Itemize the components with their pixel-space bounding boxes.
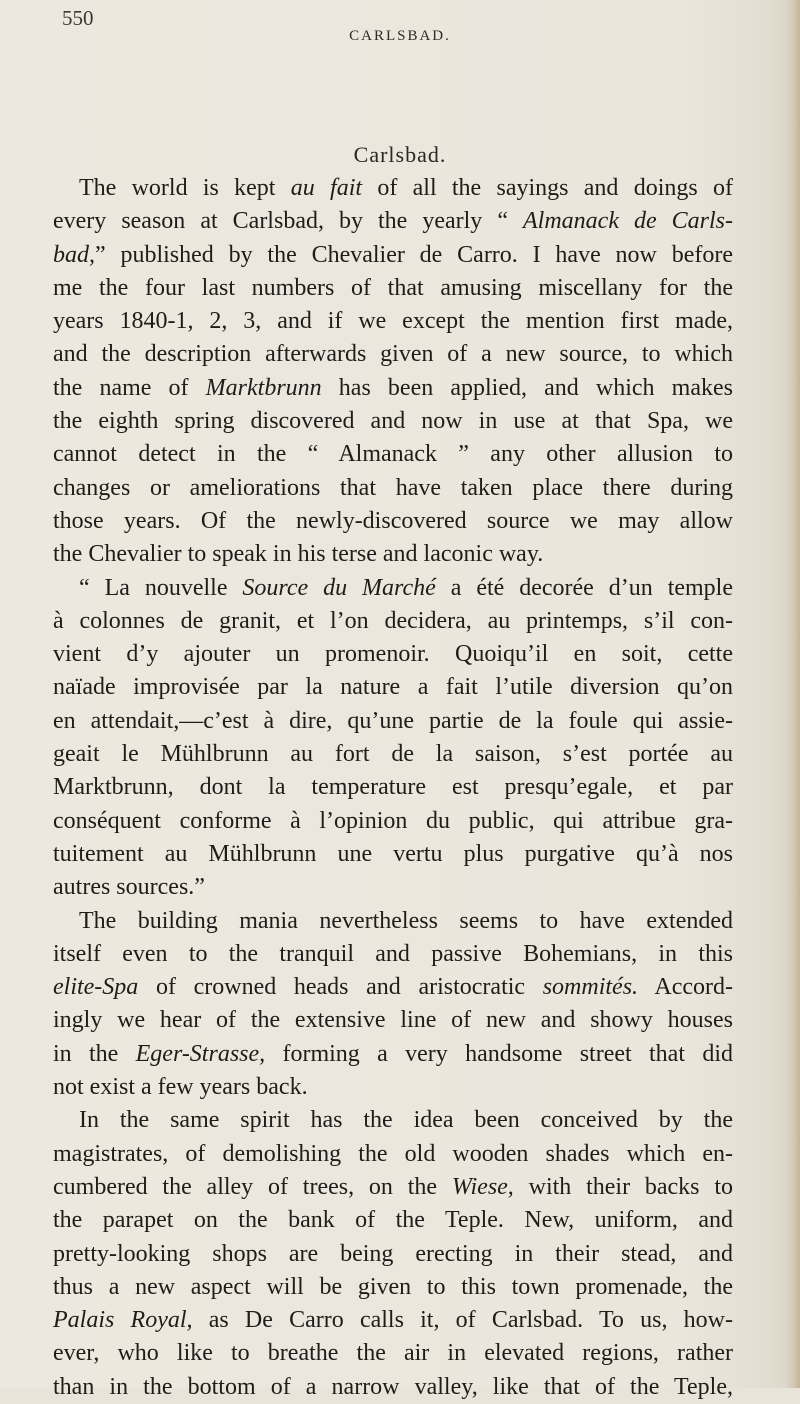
text-run: ” published by the Chevalier de Carro. I have now before xyxy=(95,241,733,268)
text-run: magistrates, of demolishing the old wooden shades which en- xyxy=(53,1140,733,1167)
italic-phrase: Palais Royal, xyxy=(53,1307,193,1334)
text-run: has been applied, and which makes xyxy=(321,374,733,401)
text-run: changes or ameliorations that have taken place there during xyxy=(53,474,733,501)
text-run: pretty-looking shops are being erecting in their stead, and xyxy=(53,1240,733,1267)
italic-phrase: au fait xyxy=(290,175,363,201)
text-line xyxy=(53,1304,733,1337)
text-line xyxy=(53,871,733,904)
text-run: conséquent conforme à l’opinion du public, qui attribue gra- xyxy=(53,807,733,834)
text-run: in the xyxy=(53,1040,136,1067)
text-line xyxy=(53,671,733,704)
text-line xyxy=(53,205,733,238)
text-run: ingly we hear of the extensive line of new and showy houses xyxy=(53,1007,733,1034)
text-line xyxy=(53,638,733,671)
section-title: Carlsbad. xyxy=(353,142,447,167)
text-line xyxy=(53,1171,733,1204)
text-run: not exist a few years back. xyxy=(53,1074,308,1101)
text-run: every season at Carlsbad, by the yearly “ xyxy=(53,208,523,235)
text-line xyxy=(53,438,733,471)
italic-phrase: Marktbrunn xyxy=(205,374,322,401)
text-run: with their backs to xyxy=(513,1173,733,1200)
text-run: The world is kept xyxy=(79,175,291,201)
text-run: à colonnes de granit, et l’on decidera, au printemps, s’il con- xyxy=(53,607,733,634)
text-run: as De Carro calls it, of Carlsbad. To us, how- xyxy=(192,1307,733,1334)
italic-phrase: elite-Spa xyxy=(53,974,139,1001)
text-run: naïade improvisée par la nature a fait l’utile diversion qu’on xyxy=(53,674,733,701)
text-run: Marktbrunn, dont la temperature est presqu’egale, et par xyxy=(53,774,733,801)
text-line xyxy=(53,1138,733,1171)
text-run: Accord- xyxy=(638,974,734,1001)
text-line xyxy=(53,572,733,605)
text-run: forming a very handsome street that did xyxy=(265,1040,733,1067)
text-run: a été decorée d’un temple xyxy=(435,574,734,601)
text-run: cannot detect in the “ Almanack ” any other allusion to xyxy=(53,441,733,468)
text-run: “ La nouvelle xyxy=(79,574,243,601)
text-line xyxy=(53,538,733,571)
page-edge-shadow xyxy=(786,0,800,1388)
text-run: than in the bottom of a narrow valley, like that of the Teple, xyxy=(53,1373,733,1400)
text-line xyxy=(53,1271,733,1304)
text-run: of crowned heads and aristocratic xyxy=(138,974,543,1001)
text-line xyxy=(53,172,733,205)
text-line xyxy=(53,838,733,871)
text-line xyxy=(53,1038,733,1071)
text-line xyxy=(53,472,733,505)
text-line xyxy=(53,1004,733,1037)
text-run: those years. Of the newly-discovered source we may allow xyxy=(53,507,733,534)
text-line xyxy=(53,905,733,938)
text-line xyxy=(53,1371,733,1404)
text-run: years 1840-1, 2, 3, and if we except the mention first made, xyxy=(53,308,733,335)
text-line xyxy=(53,272,733,305)
text-run: The building mania nevertheless seems to have extended xyxy=(79,907,733,934)
text-run: thus a new aspect will be given to this town promenade, the xyxy=(53,1273,733,1300)
text-line xyxy=(53,405,733,438)
text-run: the Chevalier to speak in his terse and laconic way. xyxy=(53,541,544,568)
text-run: and the description afterwards given of a new source, to which xyxy=(53,341,733,368)
text-run: cumbered the alley of trees, on the xyxy=(53,1173,452,1200)
text-line xyxy=(53,338,733,371)
text-run: me the four last numbers of that amusing miscellany for the xyxy=(53,274,733,301)
text-run: autres sources.” xyxy=(53,874,205,901)
text-run: of all the sayings and doings of xyxy=(362,175,733,201)
text-run: ever, who like to breathe the air in elevated regions, rather xyxy=(53,1340,733,1367)
text-run: the name of xyxy=(53,374,206,401)
text-line xyxy=(53,505,733,538)
text-line xyxy=(53,1238,733,1271)
italic-phrase: Almanack de Carls- xyxy=(523,208,733,235)
text-run: the eighth spring discovered and now in use at that Spa, we xyxy=(53,408,733,435)
italic-phrase: Eger-Strasse, xyxy=(135,1040,266,1067)
text-line xyxy=(53,372,733,405)
italic-phrase: Wiese, xyxy=(451,1173,514,1200)
text-line xyxy=(53,1104,733,1137)
text-run: vient d’y ajouter un promenoir. Quoiqu’il en soit, cette xyxy=(53,641,733,668)
text-line xyxy=(53,239,733,272)
italic-phrase: bad, xyxy=(53,241,95,268)
page-number: 550 xyxy=(62,6,94,30)
running-head: CARLSBAD. xyxy=(349,28,451,44)
text-line xyxy=(53,771,733,804)
text-run: In the same spirit has the idea been conceived by the xyxy=(79,1107,733,1134)
text-line xyxy=(53,1071,733,1104)
text-line xyxy=(53,305,733,338)
text-line xyxy=(53,1337,733,1370)
text-line xyxy=(53,938,733,971)
italic-phrase: sommités. xyxy=(542,974,639,1001)
text-run: en attendait,—c’est à dire, qu’une partie de la foule qui assie- xyxy=(53,707,733,734)
text-run: itself even to the tranquil and passive Bohemians, in this xyxy=(53,940,733,967)
text-run: the parapet on the bank of the Teple. New, uniform, and xyxy=(53,1207,733,1234)
text-line xyxy=(53,738,733,771)
body-text xyxy=(53,172,733,1404)
text-line xyxy=(53,971,733,1004)
text-line xyxy=(53,705,733,738)
text-line xyxy=(53,805,733,838)
text-run: geait le Mühlbrunn au fort de la saison, s’est portée au xyxy=(53,741,733,768)
italic-phrase: Source du Marché xyxy=(242,574,436,601)
text-run: tuitement au Mühlbrunn une vertu plus purgative qu’à nos xyxy=(53,840,733,867)
text-line xyxy=(53,605,733,638)
text-line xyxy=(53,1204,733,1237)
